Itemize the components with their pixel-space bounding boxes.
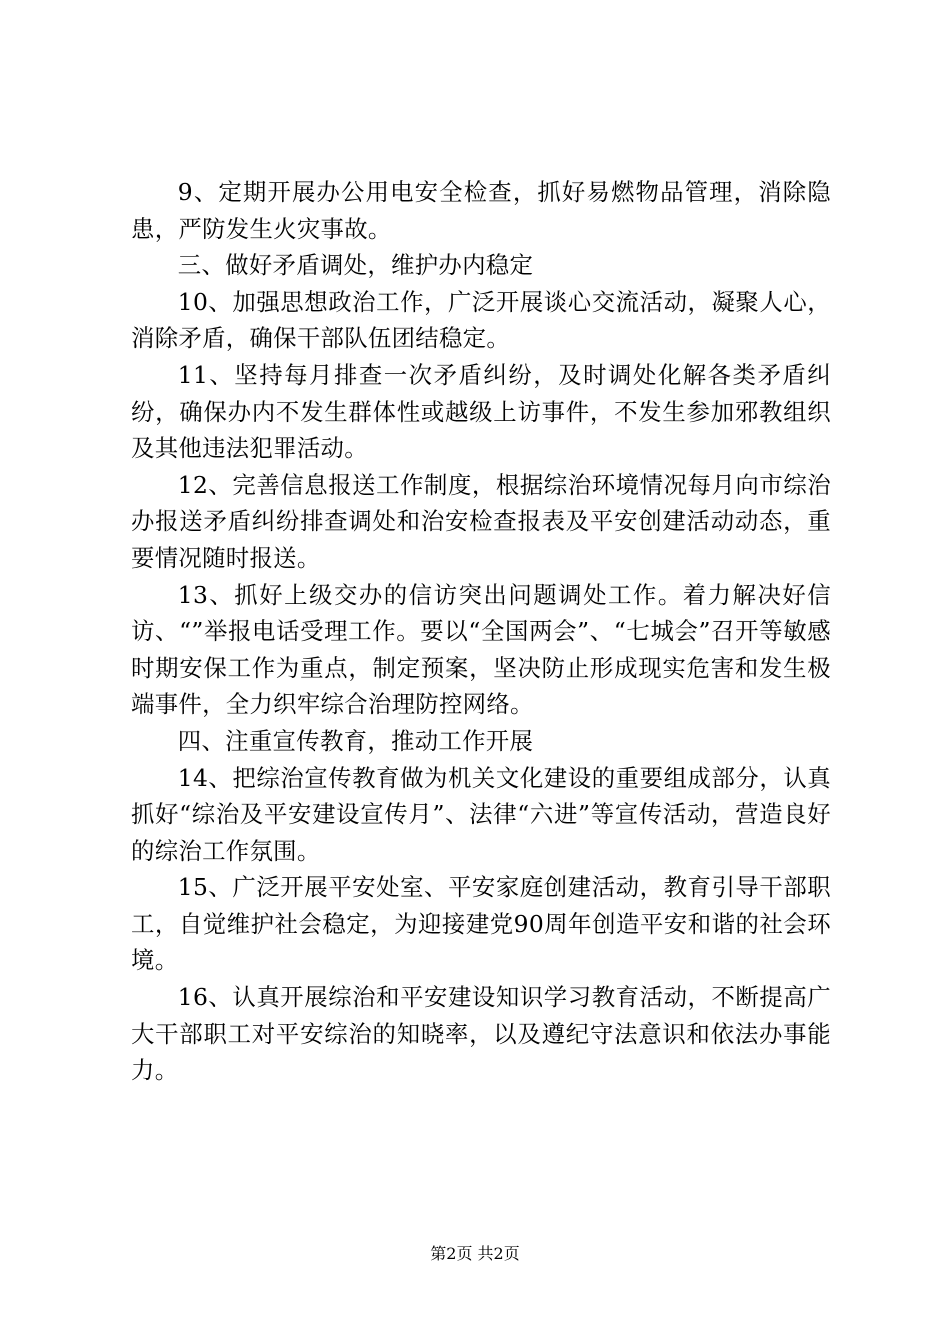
page-footer — [0, 1244, 950, 1264]
paragraph-item-13: 13、抓好上级交办的信访突出问题调处工作。着力解决好信访、“”举报电话受理工作。要以“全国两会”、“七城会”召开等敏感时期安保工作为重点，制定预案，坚决防止形成现实危害和发生极端事件，全力织牢综合治理防控网络。 — [131, 580, 831, 719]
section-heading-4: 四、注重宣传教育，推动工作开展 — [177, 726, 534, 755]
page-number-label: 第2页 共2页 — [430, 1244, 520, 1263]
paragraph-item-15: 15、广泛开展平安处室、平安家庭创建活动，教育引导干部职工，自觉维护社会稳定，为迎接建党90周年创造平安和谐的社会环境。 — [131, 873, 831, 975]
paragraph-item-16: 16、认真开展综治和平安建设知识学习教育活动，不断提高广大干部职工对平安综治的知晓率，以及遵纪守法意识和依法办事能力。 — [131, 983, 831, 1085]
paragraph-item-14: 14、把综治宣传教育做为机关文化建设的重要组成部分，认真抓好“综治及平安建设宣传月”、法律“六进”等宣传活动，营造良好的综治工作氛围。 — [131, 763, 831, 865]
document-body — [131, 174, 831, 1089]
paragraph-item-11: 11、坚持每月排查一次矛盾纠纷，及时调处化解各类矛盾纠纷，确保办内不发生群体性或越级上访事件，不发生参加邪教组织及其他违法犯罪活动。 — [131, 360, 831, 463]
paragraph-item-10: 10、加强思想政治工作，广泛开展谈心交流活动，凝聚人心，消除矛盾，确保干部队伍团结稳定。 — [131, 287, 831, 353]
paragraph-item-9: 9、定期开展办公用电安全检查，抓好易燃物品管理，消除隐患，严防发生火灾事故。 — [131, 178, 831, 243]
section-heading-3: 三、做好矛盾调处，维护办内稳定 — [177, 251, 534, 280]
paragraph-item-12: 12、完善信息报送工作制度，根据综治环境情况每月向市综治办报送矛盾纠纷排查调处和治安检查报表及平安创建活动动态，重要情况随时报送。 — [131, 470, 831, 572]
